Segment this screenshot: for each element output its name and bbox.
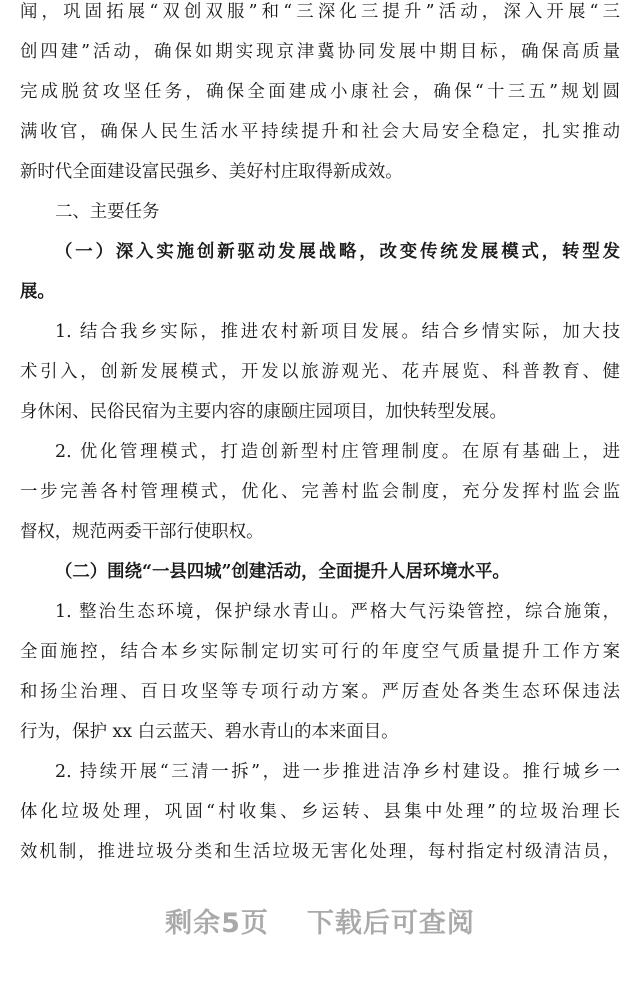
paragraph-line: 全面施控，结合本乡实际制定切实可行的年度空气质量提升工作方案 xyxy=(20,642,620,662)
paragraph-line: 闻，巩固拓展“双创双服”和“三深化三提升”活动，深入开展“三 xyxy=(20,2,620,22)
paragraph-line: 1. 结合我乡实际，推进农村新项目发展。结合乡情实际，加大技 xyxy=(55,322,620,342)
paragraph-line: 1. 整治生态环境，保护绿水青山。严格大气污染管控，综合施策， xyxy=(55,602,620,622)
section-heading-line: （二）围绕“一县四城”创建活动，全面提升人居环境水平。 xyxy=(55,562,510,582)
paragraph-line: 二、主要任务 xyxy=(55,202,160,222)
paragraph-line: 督权，规范两委干部行使职权。 xyxy=(20,522,264,542)
section-heading-line: 展。 xyxy=(20,282,55,302)
paragraph-line: 行为，保护 xx 白云蓝天、碧水青山的本来面目。 xyxy=(20,722,399,742)
section-heading-line: （一）深入实施创新驱动发展战略，改变传统发展模式，转型发 xyxy=(55,242,620,262)
download-to-read-more-banner[interactable] xyxy=(0,902,640,946)
paragraph-line: 效机制，推进垃圾分类和生活垃圾无害化处理，每村指定村级清洁员， xyxy=(20,842,620,862)
paragraph-line: 满收官，确保人民生活水平持续提升和社会大局安全稳定，扎实推动 xyxy=(20,122,620,142)
paragraph-line: 体化垃圾处理，巩固“村收集、乡运转、县集中处理”的垃圾治理长 xyxy=(20,802,620,822)
paragraph-line: 2. 优化管理模式，打造创新型村庄管理制度。在原有基础上，进 xyxy=(55,442,620,462)
paragraph-line: 完成脱贫攻坚任务，确保全面建成小康社会，确保“十三五”规划圆 xyxy=(20,82,620,102)
paragraph-line: 身休闲、民俗民宿为主要内容的康颐庄园项目，加快转型发展。 xyxy=(20,402,507,422)
paragraph-line: 一步完善各村管理模式，优化、完善村监会制度，充分发挥村监会监 xyxy=(20,482,620,502)
paragraph-line: 和扬尘治理、百日攻坚等专项行动方案。严厉查处各类生态环保违法 xyxy=(20,682,620,702)
remaining-pages-text: 剩余5页 xyxy=(165,908,269,939)
paragraph-line: 术引入，创新发展模式，开发以旅游观光、花卉展览、科普教育、健 xyxy=(20,362,620,382)
paragraph-line: 新时代全面建设富民强乡、美好村庄取得新成效。 xyxy=(20,162,403,182)
paragraph-line: 2. 持续开展“三清一拆”，进一步推进洁净乡村建设。推行城乡一 xyxy=(55,762,620,782)
paragraph-line: 创四建”活动，确保如期实现京津冀协同发展中期目标，确保高质量 xyxy=(20,42,620,62)
download-to-view-text: 下载后可查阅 xyxy=(306,908,475,939)
